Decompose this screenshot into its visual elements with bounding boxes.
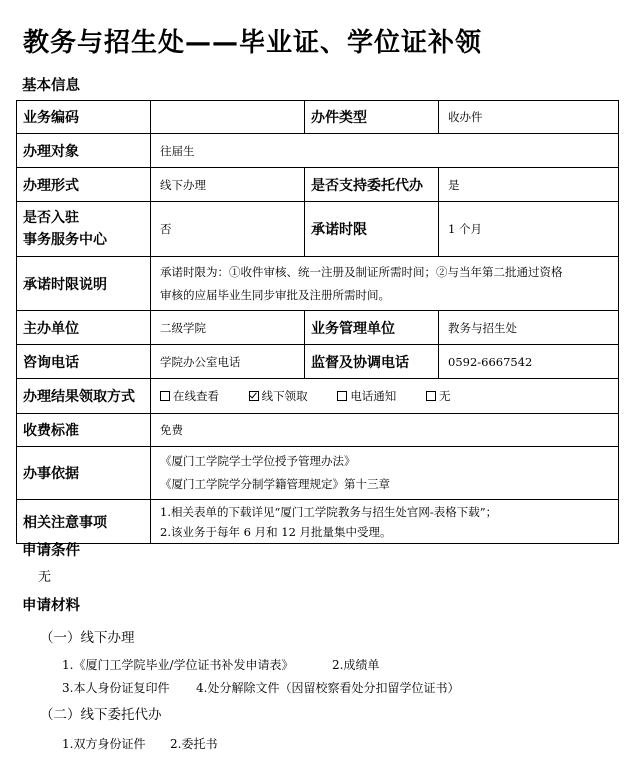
section-basic-info: 基本信息 bbox=[22, 78, 80, 94]
material-item: 2.委托书 bbox=[170, 737, 218, 751]
table-row bbox=[17, 134, 619, 168]
checkbox-checked-icon[interactable] bbox=[249, 391, 259, 401]
cell-label: 业务编码 bbox=[17, 101, 151, 134]
option-phone-notify[interactable] bbox=[337, 389, 396, 403]
label-line: 事务服务中心 bbox=[23, 232, 107, 248]
table-row bbox=[17, 101, 619, 134]
table-row bbox=[17, 311, 619, 345]
cell-value: 学院办公室电话 bbox=[151, 345, 305, 379]
cell-label: 办件类型 bbox=[305, 101, 439, 134]
table-row bbox=[17, 379, 619, 414]
option-label: 电话通知 bbox=[350, 389, 397, 403]
option-label: 线下领取 bbox=[261, 389, 308, 403]
cell-value bbox=[151, 447, 619, 500]
option-offline-pickup[interactable] bbox=[249, 389, 308, 403]
text-line: 2.该业务于每年 6 月和 12 月批量集中受理。 bbox=[160, 524, 392, 539]
cell-label: 承诺时限说明 bbox=[17, 257, 151, 311]
cell-value: 否 bbox=[151, 202, 305, 257]
section-conditions: 申请条件 bbox=[22, 543, 80, 559]
table-row bbox=[17, 257, 619, 311]
conditions-value: 无 bbox=[38, 570, 52, 585]
material-item: 1.《厦门工学院毕业/学位证书补发申请表》 bbox=[62, 658, 294, 672]
cell-value: 收办件 bbox=[439, 101, 619, 134]
cell-value: 往届生 bbox=[151, 134, 619, 168]
checkbox-icon[interactable] bbox=[160, 391, 170, 401]
cell-value bbox=[151, 379, 619, 414]
material-item: 2.成绩单 bbox=[332, 658, 380, 672]
material-item: 4.处分解除文件（因留校察看处分扣留学位证书） bbox=[196, 681, 460, 695]
cell-label: 监督及协调电话 bbox=[305, 345, 439, 379]
cell-label: 承诺时限 bbox=[305, 202, 439, 257]
cell-value: 免费 bbox=[151, 414, 619, 447]
table-row bbox=[17, 202, 619, 257]
cell-label: 相关注意事项 bbox=[17, 500, 151, 544]
cell-label: 主办单位 bbox=[17, 311, 151, 345]
table-row bbox=[17, 414, 619, 447]
cell-label bbox=[17, 202, 151, 257]
cell-value: 0592-6667542 bbox=[439, 345, 619, 379]
option-label: 无 bbox=[438, 389, 451, 403]
cell-label: 办理结果领取方式 bbox=[17, 379, 151, 414]
cell-label: 是否支持委托代办 bbox=[305, 168, 439, 202]
cell-value bbox=[151, 500, 619, 544]
text-line: 审核的应届毕业生同步审批及注册所需时间。 bbox=[160, 287, 390, 302]
cell-label: 收费标准 bbox=[17, 414, 151, 447]
option-none[interactable] bbox=[426, 389, 451, 403]
material-item: 3.本人身份证复印件 bbox=[62, 681, 170, 695]
cell-label: 办理形式 bbox=[17, 168, 151, 202]
offline-heading: （一）线下办理 bbox=[40, 630, 135, 646]
cell-value bbox=[151, 257, 619, 311]
cell-value bbox=[151, 101, 305, 134]
cell-value: 1 个月 bbox=[439, 202, 619, 257]
info-table bbox=[16, 100, 619, 544]
cell-value: 二级学院 bbox=[151, 311, 305, 345]
text-line: 承诺时限为：①收件审核、统一注册及制证所需时间；②与当年第二批通过资格 bbox=[160, 264, 563, 279]
checkbox-icon[interactable] bbox=[426, 391, 436, 401]
label-line: 是否入驻 bbox=[23, 210, 79, 226]
option-label: 在线查看 bbox=[173, 389, 219, 403]
table-row bbox=[17, 168, 619, 202]
text-line: 《厦门工学院学分制学籍管理规定》第十三章 bbox=[160, 477, 390, 491]
checkbox-icon[interactable] bbox=[337, 391, 347, 401]
page-title: 教务与招生处——毕业证、学位证补领 bbox=[23, 28, 483, 58]
material-item: 1.双方身份证件 bbox=[62, 737, 146, 751]
cell-label: 咨询电话 bbox=[17, 345, 151, 379]
table-row bbox=[17, 447, 619, 500]
section-materials: 申请材料 bbox=[22, 598, 80, 614]
cell-value: 是 bbox=[439, 168, 619, 202]
option-online-view[interactable] bbox=[160, 389, 219, 403]
delegate-heading: （二）线下委托代办 bbox=[40, 707, 162, 723]
cell-label: 办理对象 bbox=[17, 134, 151, 168]
table-row bbox=[17, 500, 619, 544]
cell-label: 办事依据 bbox=[17, 447, 151, 500]
table-row bbox=[17, 345, 619, 379]
cell-value: 教务与招生处 bbox=[439, 311, 619, 345]
text-line: 1.相关表单的下载详见“厦门工学院教务与招生处官网-表格下载”； bbox=[160, 504, 498, 519]
text-line: 《厦门工学院学士学位授予管理办法》 bbox=[160, 454, 356, 468]
cell-label: 业务管理单位 bbox=[305, 311, 439, 345]
cell-value: 线下办理 bbox=[151, 168, 305, 202]
